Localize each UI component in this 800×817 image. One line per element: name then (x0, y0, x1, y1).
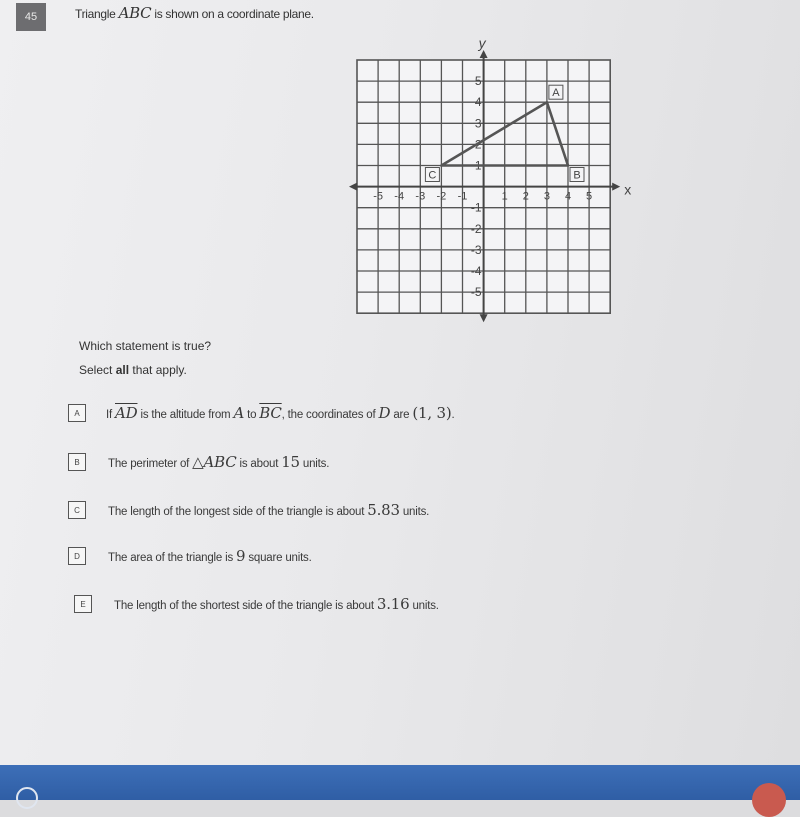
choice-a-point-d: D (378, 404, 391, 422)
x-tick-label: 1 (501, 190, 508, 203)
choice-c[interactable] (68, 499, 429, 521)
choice-b-value: 15 (281, 453, 300, 471)
y-tick-label: -4 (470, 264, 482, 278)
choice-a-segment-bc: $\overline{BC}$ (259, 404, 282, 422)
y-axis-label: y (478, 35, 486, 51)
vertex-label-a: A (552, 87, 560, 100)
coordinate-plane (350, 35, 645, 330)
x-tick-label: -3 (415, 190, 426, 203)
choice-a[interactable] (68, 402, 454, 424)
choice-a-vertex: A (233, 404, 245, 422)
choice-a-t1: If (106, 409, 112, 421)
x-tick-label: 3 (543, 190, 550, 203)
choice-e[interactable] (74, 593, 439, 615)
x-axis-arrow-left (349, 183, 357, 191)
choice-a-coordinates: (1, 3) (412, 404, 452, 422)
x-tick-label: -4 (394, 190, 405, 203)
vertex-label-c: C (428, 169, 437, 182)
question-prompt (75, 4, 314, 22)
choice-a-t4: , the coordinates of (281, 409, 376, 421)
y-tick-label: -3 (470, 242, 482, 257)
choice-b-text (108, 453, 329, 471)
y-tick-label: 1 (474, 158, 482, 173)
footer-bar (0, 765, 800, 800)
prompt-text: Triangle (75, 7, 116, 21)
x-tick-label: 5 (586, 190, 593, 203)
choice-c-value: 5.83 (367, 501, 400, 519)
choice-e-value: 3.16 (376, 595, 410, 613)
choice-a-t5: are (393, 409, 410, 421)
x-axis-label: x (624, 181, 632, 198)
choice-a-t2: is the altitude from (140, 409, 231, 421)
choice-a-t6: . (451, 409, 455, 421)
x-tick-label: 4 (564, 190, 572, 203)
choice-e-t2: units. (412, 600, 439, 612)
choice-d[interactable] (68, 545, 312, 567)
choice-a-text (106, 404, 454, 422)
select-suffix: that apply. (129, 363, 187, 377)
choice-d-checkbox[interactable]: D (68, 547, 86, 565)
prompt-triangle-name: ABC (118, 4, 152, 22)
choice-e-text (114, 595, 439, 613)
choice-c-checkbox[interactable]: C (68, 501, 86, 519)
choice-b-checkbox[interactable]: B (68, 453, 86, 471)
question-text: Which statement is true? (79, 339, 212, 353)
choice-c-text (108, 501, 429, 519)
y-tick-label: -2 (470, 221, 482, 236)
choice-d-t2: square units. (248, 552, 312, 564)
y-tick-label: 4 (474, 95, 482, 110)
choice-c-t1: The length of the longest side of the triangle is about (108, 506, 365, 518)
choice-d-value: 9 (236, 547, 246, 565)
choice-a-segment-ad: $\overline{AD}$ (115, 404, 138, 422)
prompt-text-end: is shown on a coordinate plane. (154, 7, 314, 21)
y-tick-label: 2 (474, 137, 482, 152)
y-tick-label: -1 (470, 200, 482, 215)
choice-e-checkbox[interactable]: E (74, 595, 92, 613)
footer-red-button-icon[interactable] (752, 783, 786, 817)
choice-d-text (108, 547, 312, 565)
x-axis-arrow-right (612, 183, 620, 191)
footer-circle-icon[interactable] (16, 787, 38, 809)
x-tick-label: 2 (522, 190, 529, 203)
select-prefix: Select (79, 363, 116, 377)
choice-b-t3: units. (302, 458, 330, 470)
select-bold: all (115, 363, 130, 377)
y-tick-label: 3 (474, 116, 482, 131)
choice-b-t2: is about (239, 458, 279, 470)
choice-a-checkbox[interactable]: A (68, 404, 86, 422)
x-tick-label: -2 (436, 190, 447, 203)
choice-e-t1: The length of the shortest side of the triangle is about (114, 600, 374, 612)
y-tick-label: 5 (474, 74, 482, 89)
choice-c-t2: units. (402, 506, 430, 518)
choice-a-t3: to (247, 409, 257, 421)
y-axis-arrow-up (480, 50, 488, 58)
choice-b-triangle: △ABC (192, 453, 237, 471)
choice-b-t1: The perimeter of (108, 458, 190, 470)
vertex-label-b: B (573, 169, 581, 182)
y-axis-arrow-down (480, 314, 488, 322)
choice-d-t1: The area of the triangle is (108, 552, 234, 564)
select-instruction (79, 363, 187, 377)
y-tick-label: -5 (470, 285, 482, 300)
x-tick-label: -1 (457, 190, 468, 203)
x-tick-label: -5 (373, 190, 383, 203)
question-number: 45 (16, 3, 46, 31)
choice-b[interactable] (68, 451, 329, 473)
